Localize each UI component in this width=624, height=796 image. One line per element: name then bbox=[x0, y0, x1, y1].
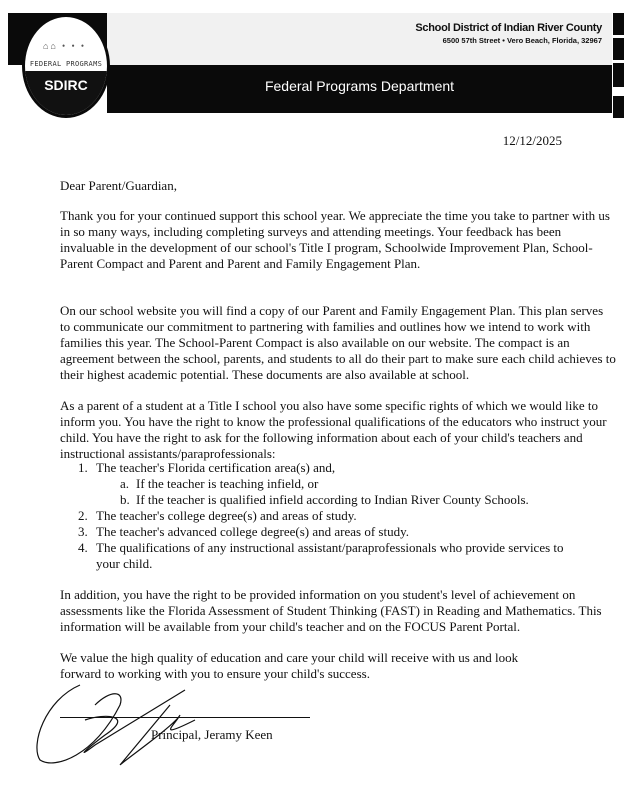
department-title: Federal Programs Department bbox=[264, 78, 455, 94]
list-item: The qualifications of any instructional assistant/paraprofessionals who provide services to your child. bbox=[96, 540, 564, 571]
letter-date: 12/12/2025 bbox=[502, 133, 562, 148]
edge-bar bbox=[613, 63, 624, 87]
paragraph-2: On our school website you will find a copy of our Parent and Family Engagement Plan. This plan serves to communicate our commitment to partnering with families and outlines how we intend to work with families this year. The School-Parent Compact is also available on our website. The compact is an agreement between the school, parents, and students to all do their part to make sure each child achieves to their highest academic potential. These documents are also available at school. bbox=[60, 303, 616, 382]
list-item: The teacher's advanced college degree(s) and areas of study. bbox=[96, 524, 409, 539]
list-number: 2. bbox=[78, 508, 88, 523]
list-item: The teacher's Florida certification area(s) and, bbox=[96, 460, 336, 475]
signature bbox=[25, 665, 235, 775]
paragraph-4: In addition, you have the right to be provided information on you student's level of achievement on assessments like the Florida Assessment of Student Thinking (FAST) in Reading and Mathematics. This information will be available from your child's teacher and on the FOCUS Parent Portal. bbox=[60, 587, 602, 634]
list-item: The teacher's college degree(s) and areas of study. bbox=[96, 508, 357, 523]
edge-bar bbox=[613, 13, 624, 35]
list-item: If the teacher is teaching infield, or bbox=[136, 476, 319, 491]
district-address: 6500 57th Street • Vero Beach, Florida, 32967 bbox=[442, 36, 602, 45]
paragraph-1: Thank you for your continued support this school year. We appreciate the time you take to partner with us in so many ways, including completing surveys and attending meetings. Your feedback has been invaluable in the development of our school's Title I program, Schoolwide Improvement Plan, School-Parent Compact and Parent and Parent and Family Engagement Plan. bbox=[60, 208, 610, 271]
logo-top-text: FEDERAL PROGRAMS bbox=[29, 60, 103, 68]
list-number: 4. bbox=[78, 540, 88, 555]
logo-bottom-text: SDIRC bbox=[44, 77, 88, 93]
list-number: a. bbox=[120, 476, 130, 491]
list-number: b. bbox=[120, 492, 130, 507]
sdirc-logo bbox=[22, 14, 110, 118]
paragraph-3: As a parent of a student at a Title I school you also have some specific rights of which we would like to inform you. You have the right to know the professional qualifications of the educators who instruct your child. You have the right to ask for the following information about each of your child's teachers and instructional assistants/paraprofessionals: bbox=[60, 398, 607, 461]
signer-name: Principal, Jeramy Keen bbox=[151, 727, 273, 742]
edge-bar bbox=[613, 38, 624, 60]
list-number: 1. bbox=[78, 460, 88, 475]
district-name: School District of Indian River County bbox=[415, 22, 602, 34]
list-item: If the teacher is qualified infield according to Indian River County Schools. bbox=[136, 492, 529, 507]
list-number: 3. bbox=[78, 524, 88, 539]
edge-bar bbox=[613, 96, 624, 118]
paragraph-5: We value the high quality of education and care your child will receive with us and look forward to working with you to ensure your child's success. bbox=[60, 650, 519, 681]
houses-icon: ⌂⌂ • • • bbox=[43, 41, 87, 51]
district-info bbox=[415, 22, 602, 45]
salutation: Dear Parent/Guardian, bbox=[60, 178, 177, 193]
